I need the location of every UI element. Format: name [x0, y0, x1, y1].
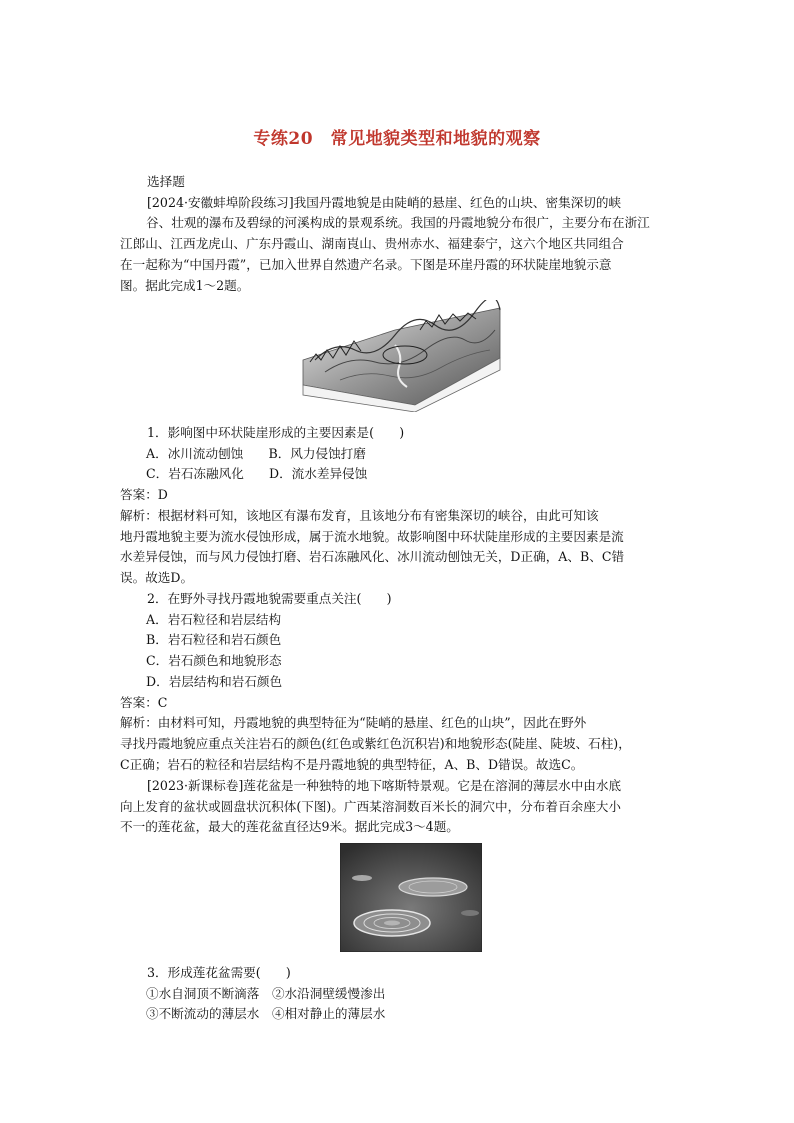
q3-options-34: ③不断流动的薄层水 ④相对静止的薄层水: [146, 1006, 386, 1022]
q1-analysis-line: 水差异侵蚀，而与风力侵蚀打磨、岩石冻融风化、冰川流动刨蚀无关，D正确，A、B、C错: [120, 549, 625, 565]
q1-answer: 答案：D: [120, 487, 168, 503]
page-title: 专练20 常见地貌类型和地貌的观察: [253, 129, 541, 149]
q2-option: C．岩石颜色和地貌形态: [146, 653, 282, 669]
intro1-line: 在一起称为“中国丹霞”，已加入世界自然遗产名录。下图是环崖丹霞的环状陡崖地貌示意: [120, 256, 612, 272]
q2-answer: 答案：C: [120, 694, 168, 710]
q1-options-ab: A．冰川流动刨蚀 B．风力侵蚀打磨: [146, 445, 366, 461]
question-1: [120, 423, 667, 589]
q1-analysis-line: 地丹霞地貌主要为流水侵蚀形成，属于流水地貌。故影响图中环状陡崖形成的主要因素是流: [120, 528, 624, 544]
intro2-line: 向上发育的盆状或圆盘状沉积体(下图)。广西某溶洞数百米长的洞穴中，分布着百余座大小: [120, 798, 621, 814]
section-label: 选择题: [147, 174, 185, 189]
lotus-basin-photo: [340, 843, 482, 952]
q2-stem: 2．在野外寻找丹霞地貌需要重点关注( ): [147, 591, 392, 606]
q2-analysis-line: 寻找丹霞地貌应重点关注岩石的颜色(红色或紫红色沉积岩)和地貌形态(陡崖、陡坡、石柱)，: [120, 735, 631, 751]
intro2-line: [2023·新课标卷]莲花盆是一种独特的地下喀斯特景观。它是在溶洞的薄层水中由水底: [147, 778, 622, 793]
section-intro-2: [120, 776, 667, 838]
question-3: [147, 963, 667, 1025]
q2-analysis-line: C正确；岩石的粒径和岩层结构不是丹霞地貌的典型特征，A、B、D错误。故选C。: [120, 756, 584, 772]
q2-analysis-line: 解析：由材料可知，丹霞地貌的典型特征为“陡峭的悬崖、红色的山块”，因此在野外: [120, 715, 587, 731]
intro1-line: 江郎山、江西龙虎山、广东丹霞山、湖南崀山、贵州赤水、福建泰宁，这六个地区共同组合: [120, 236, 624, 252]
danxia-landform-figure: [295, 300, 505, 412]
q1-analysis-line: 解析：根据材料可知，该地区有瀑布发育，且该地分布有密集深切的峡谷，由此可知该: [120, 507, 599, 523]
q2-option: B．岩石粒径和岩石颜色: [146, 632, 282, 648]
question-2: [120, 589, 667, 775]
q1-stem: 1．影响图中环状陡崖形成的主要因素是( ): [147, 425, 405, 440]
q2-option: A．岩石粒径和岩层结构: [146, 611, 282, 627]
q3-options-12: ①水自洞顶不断滴落 ②水沿洞壁缓慢渗出: [146, 985, 386, 1001]
q3-stem: 3．形成莲花盆需要( ): [147, 965, 291, 980]
intro1-line: 图。据此完成1～2题。: [120, 277, 250, 293]
intro2-line: 不一的莲花盆，最大的莲花盆直径达9米。据此完成3～4题。: [120, 819, 459, 835]
intro1-line: 谷、壮观的瀑布及碧绿的河溪构成的景观系统。我国的丹霞地貌分布很广，主要分布在浙江: [146, 215, 650, 231]
section-intro-1: [120, 172, 667, 296]
q2-option: D．岩层结构和岩石颜色: [146, 673, 283, 689]
q1-analysis-line: 误。故选D。: [120, 569, 194, 585]
q1-options-cd: C．岩石冻融风化 D．流水差异侵蚀: [146, 466, 368, 482]
intro1-line: [2024·安徽蚌埠阶段练习]我国丹霞地貌是由陡峭的悬崖、红色的山块、密集深切的峡: [147, 194, 622, 210]
